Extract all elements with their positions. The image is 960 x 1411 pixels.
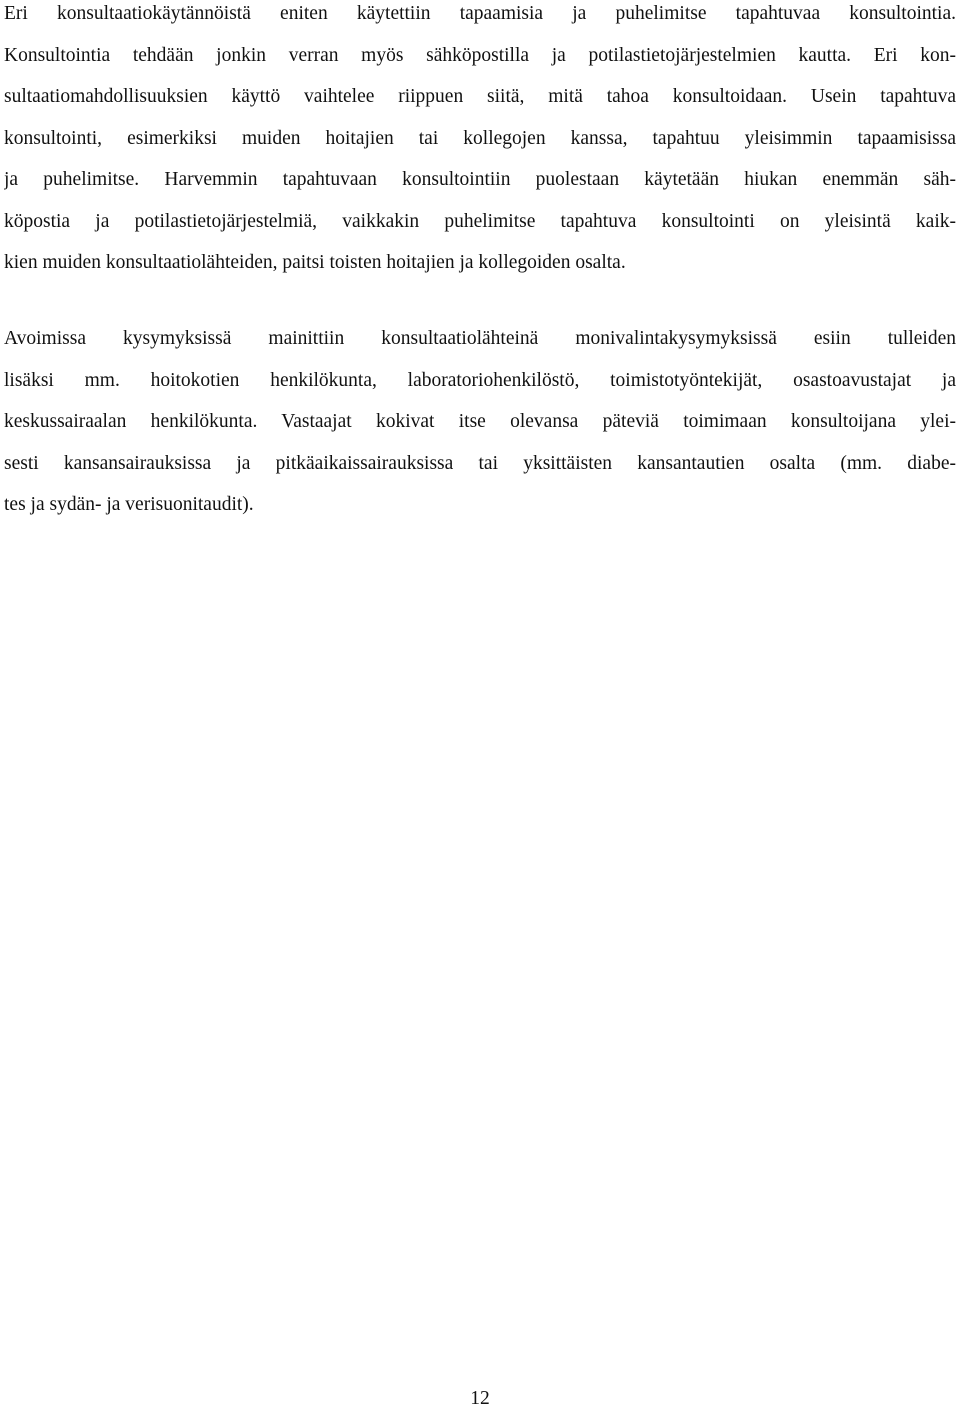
text-line: lisäksi mm. hoitokotien henkilökunta, laboratoriohenkilöstö, toimistotyöntekijät, osastoavustajat ja (4, 369, 956, 391)
page-number: 12 (470, 1388, 490, 1409)
text-line: ja puhelimitse. Harvemmin tapahtuvaan konsultointiin puolestaan käytetään hiukan enemmän säh- (4, 169, 956, 190)
text-line: tes ja sydän- ja verisuonitaudit). (4, 494, 254, 515)
text-line: Eri konsultaatiokäytännöistä eniten käytettiin tapaamisia ja puhelimitse tapahtuvaa konsultointia. (4, 3, 956, 24)
text-line: Konsultointia tehdään jonkin verran myös sähköpostilla ja potilastietojärjestelmien kautta. Eri kon- (4, 44, 956, 66)
text-line: konsultointi, esimerkiksi muiden hoitajien tai kollegojen kanssa, tapahtuu yleisimmin tapaamisissa (4, 127, 956, 149)
paragraph-open-questions (4, 318, 956, 526)
text-line: kien muiden konsultaatiolähteiden, paitsi toisten hoitajien ja kollegoiden osalta. (4, 252, 626, 273)
paragraph-consultation-practices (4, 0, 956, 284)
text-line: sultaatiomahdollisuuksien käyttö vaihtelee riippuen siitä, mitä tahoa konsultoidaan. Usein tapahtuva (4, 86, 956, 107)
text-line: köpostia ja potilastietojärjestelmiä, vaikkakin puhelimitse tapahtuva konsultointi on yleisintä kaik- (4, 210, 956, 232)
text-line: sesti kansansairauksissa ja pitkäaikaissairauksissa tai yksittäisten kansantautien osalta (mm. diabe- (4, 452, 956, 474)
text-line: Avoimissa kysymyksissä mainittiin konsultaatiolähteinä monivalintakysymyksissä esiin tulleiden (4, 328, 956, 349)
text-line: keskussairaalan henkilökunta. Vastaajat kokivat itse olevansa päteviä toimimaan konsultoijana ylei- (4, 411, 956, 432)
